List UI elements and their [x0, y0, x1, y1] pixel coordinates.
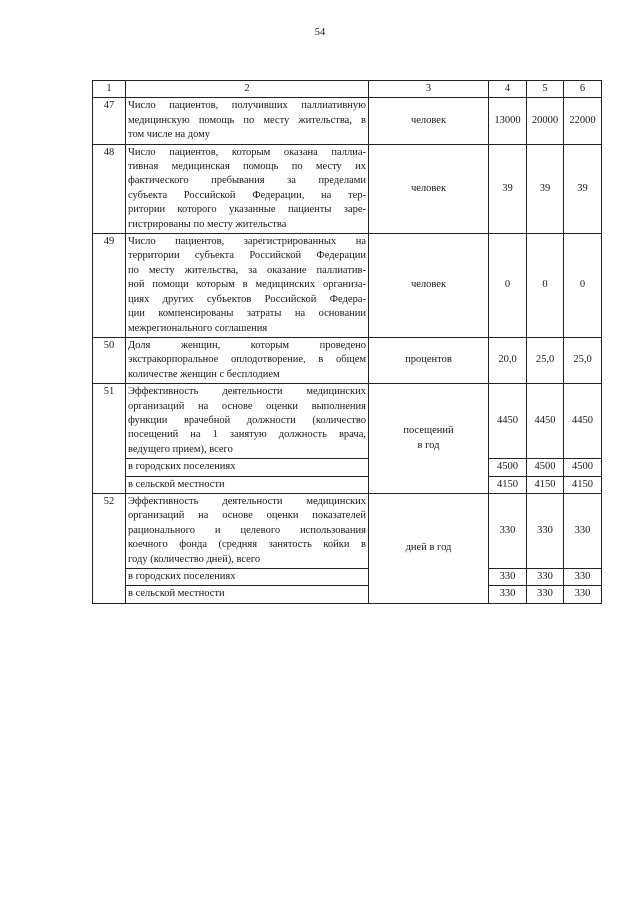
- header-cell: 3: [369, 81, 489, 98]
- description-line: организаций на основе оценки выполнения: [128, 400, 366, 412]
- value-v6: 330: [564, 493, 602, 568]
- description-line: межрегионального соглашения: [128, 322, 268, 334]
- description-line: экстракорпоральное оплодотворение, в общем: [128, 354, 366, 366]
- row-number: 47: [93, 98, 126, 144]
- description-line: Эффективность деятельности медицинских: [128, 386, 366, 398]
- header-cell: 6: [564, 81, 602, 98]
- description-line: Число пациентов, получивших паллиативную: [128, 100, 366, 112]
- sub-value-v6: 330: [564, 586, 602, 603]
- description-line: тивная медицинская помощь по месту их: [128, 161, 366, 173]
- description-line: году (количество дней), всего: [128, 553, 261, 565]
- value-v5: 25,0: [527, 337, 564, 383]
- description-line: территории субъекта Российской Федерации: [128, 250, 366, 262]
- description-line: Число пациентов, зарегистрированных на: [128, 236, 366, 248]
- value-v4: 20,0: [489, 337, 527, 383]
- value-v6: 0: [564, 234, 602, 338]
- sub-value-v6: 4500: [564, 459, 602, 476]
- sub-value-v4: 330: [489, 586, 527, 603]
- value-v5: 20000: [527, 98, 564, 144]
- description-line: ции компенсированы затраты на основании: [128, 308, 366, 320]
- sub-description: в городских поселениях: [126, 569, 369, 586]
- value-v6: 4450: [564, 384, 602, 459]
- row-number: 49: [93, 234, 126, 338]
- value-v4: 4450: [489, 384, 527, 459]
- indicator-description: [126, 493, 369, 568]
- description-line: ведущего прием), всего: [128, 443, 233, 455]
- table-row: [93, 384, 602, 459]
- description-line: субъекта Российской Федерации, на тер-: [128, 189, 366, 201]
- indicators-table: [92, 80, 602, 604]
- sub-value-v4: 4150: [489, 476, 527, 493]
- table-row: [93, 337, 602, 383]
- sub-row: [93, 586, 602, 603]
- unit-cell: человек: [369, 98, 489, 144]
- header-cell: 4: [489, 81, 527, 98]
- sub-row: [93, 476, 602, 493]
- unit-line: посещений: [403, 425, 454, 437]
- sub-value-v4: 4500: [489, 459, 527, 476]
- indicator-description: [126, 98, 369, 144]
- value-v4: 39: [489, 144, 527, 233]
- sub-value-v6: 4150: [564, 476, 602, 493]
- indicator-description: [126, 337, 369, 383]
- value-v6: 22000: [564, 98, 602, 144]
- description-line: ритории которого указанные пациенты заре-: [128, 204, 366, 216]
- description-line: том числе на дому: [128, 129, 211, 141]
- indicator-description: [126, 234, 369, 338]
- value-v5: 0: [527, 234, 564, 338]
- table-row: [93, 98, 602, 144]
- table-row: [93, 493, 602, 568]
- sub-row: [93, 459, 602, 476]
- sub-value-v4: 330: [489, 569, 527, 586]
- row-number: 48: [93, 144, 126, 233]
- header-cell: 5: [527, 81, 564, 98]
- sub-value-v5: 4150: [527, 476, 564, 493]
- value-v5: 39: [527, 144, 564, 233]
- header-cell: 1: [93, 81, 126, 98]
- sub-value-v5: 330: [527, 569, 564, 586]
- unit-line: в год: [417, 439, 440, 451]
- sub-description: в городских поселениях: [126, 459, 369, 476]
- description-line: Число пациентов, которым оказана паллиа-: [128, 146, 366, 158]
- value-v4: 330: [489, 493, 527, 568]
- description-line: коечного фонда (средняя занятость койки в: [128, 539, 366, 551]
- description-line: посещений на 1 занятую должность врача,: [128, 429, 366, 441]
- description-line: Эффективность деятельности медицинских: [128, 495, 366, 507]
- description-line: ной помощи которым в медицинских организа-: [128, 279, 366, 291]
- unit-cell: человек: [369, 234, 489, 338]
- description-line: медицинскую помощь по месту жительства, в: [128, 114, 366, 126]
- value-v6: 25,0: [564, 337, 602, 383]
- description-line: функции врачебной должности (количество: [128, 414, 366, 426]
- description-line: циях других субъектов Российской Федера-: [128, 293, 366, 305]
- unit-cell: дней в год: [369, 493, 489, 603]
- description-line: рационального и целевого использования: [128, 524, 366, 536]
- description-line: количестве женщин с бесплодием: [128, 368, 280, 380]
- value-v5: 330: [527, 493, 564, 568]
- row-number: 51: [93, 384, 126, 494]
- sub-value-v5: 330: [527, 586, 564, 603]
- description-line: по месту жительства, за оказание паллиатив-: [128, 264, 366, 276]
- value-v4: 13000: [489, 98, 527, 144]
- sub-row: [93, 569, 602, 586]
- unit-cell: [369, 384, 489, 494]
- indicator-description: [126, 144, 369, 233]
- indicator-description: [126, 384, 369, 459]
- value-v6: 39: [564, 144, 602, 233]
- sub-description: в сельской местности: [126, 476, 369, 493]
- table-row: [93, 234, 602, 338]
- description-line: фактического пребывания за пределами: [128, 175, 366, 187]
- value-v4: 0: [489, 234, 527, 338]
- header-cell: 2: [126, 81, 369, 98]
- unit-cell: человек: [369, 144, 489, 233]
- table-row: [93, 144, 602, 233]
- sub-value-v5: 4500: [527, 459, 564, 476]
- header-row: [93, 81, 602, 98]
- unit-cell: процентов: [369, 337, 489, 383]
- sub-value-v6: 330: [564, 569, 602, 586]
- description-line: гистрированы по месту жительства: [128, 218, 287, 230]
- sub-description: в сельской местности: [126, 586, 369, 603]
- row-number: 52: [93, 493, 126, 603]
- description-line: организаций на основе оценки показателей: [128, 510, 366, 522]
- value-v5: 4450: [527, 384, 564, 459]
- row-number: 50: [93, 337, 126, 383]
- page-number: 54: [314, 27, 326, 38]
- description-line: Доля женщин, которым проведено: [128, 339, 366, 351]
